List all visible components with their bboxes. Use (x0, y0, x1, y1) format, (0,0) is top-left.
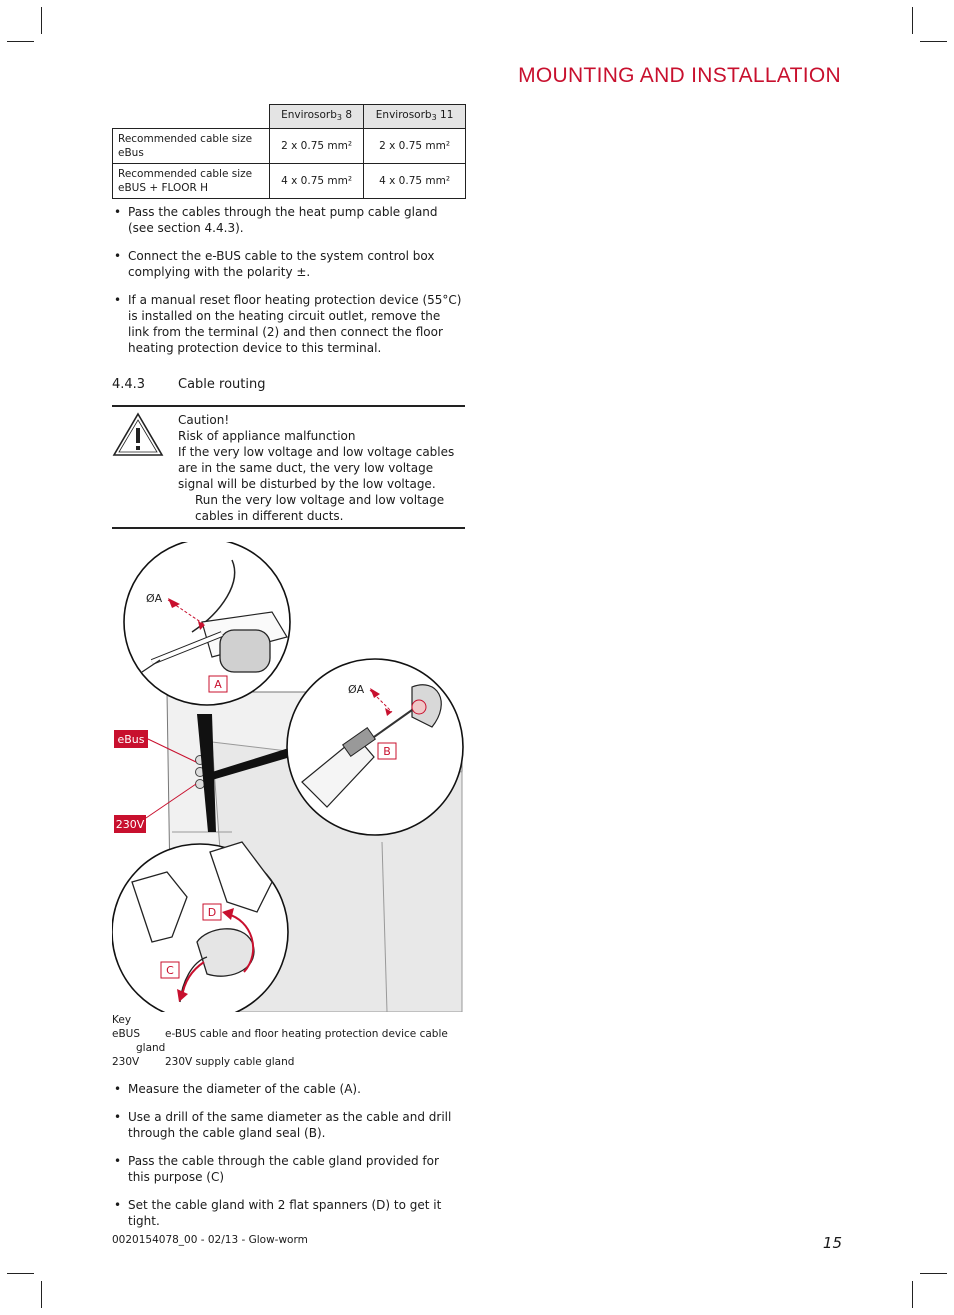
table-cell: 2 x 0.75 mm² (270, 129, 364, 164)
caution-title: Caution! (178, 413, 230, 427)
row-label: Recommended cable size eBus (113, 129, 270, 164)
table-row (113, 129, 466, 164)
table-header-row (113, 105, 466, 129)
page-header-title: MOUNTING AND INSTALLATION (518, 64, 841, 87)
section-number: 4.4.3 (112, 377, 146, 392)
list-item: • Pass the cables through the heat pump cable gland (see section 4.4.3). (112, 204, 462, 236)
bullet-list-bottom (112, 1081, 462, 1241)
caution-text (178, 412, 465, 524)
table-cell: 2 x 0.75 mm² (364, 129, 466, 164)
crop-mark (920, 1273, 947, 1274)
row-label: Recommended cable size eBUS + FLOOR H (113, 164, 270, 199)
label-b: B (383, 745, 391, 758)
v230-label: 230V (115, 818, 145, 831)
list-item: • If a manual reset floor heating protection device (55°C) is installed on the heating circuit outlet, remove the link from the terminal (2) and then connect the floor heating protection device to this terminal. (112, 292, 462, 356)
bullet-list-top (112, 204, 462, 368)
key-desc-cont: gland (136, 1042, 166, 1054)
crop-mark (7, 1273, 34, 1274)
key-entry (112, 1055, 462, 1069)
table-cell: 4 x 0.75 mm² (364, 164, 466, 199)
figure-key (112, 1013, 462, 1069)
key-entry (112, 1027, 462, 1041)
ebus-label: eBus (117, 733, 145, 746)
cable-size-table (112, 104, 466, 199)
key-desc: 230V supply cable gland (165, 1056, 295, 1068)
list-item: • Set the cable gland with 2 flat spanners (D) to get it tight. (112, 1197, 462, 1229)
key-term: eBUS (112, 1028, 141, 1040)
footer-doc-ref: 0020154078_00 - 02/13 - Glow-worm (112, 1234, 308, 1246)
crop-mark (912, 7, 913, 34)
caution-box (112, 405, 465, 529)
table-row (113, 164, 466, 199)
cable-routing-illustration (112, 542, 466, 1012)
list-item: • Measure the diameter of the cable (A). (112, 1081, 462, 1097)
section-title: Cable routing (178, 377, 266, 392)
detail-circle-b (287, 659, 463, 835)
section-heading (112, 377, 266, 392)
crop-mark (912, 1281, 913, 1308)
table-corner (113, 105, 270, 129)
crop-mark (41, 7, 42, 34)
label-d: D (207, 906, 217, 919)
warning-triangle-icon (112, 411, 164, 457)
column-header: Envirosorb$_3$ 8 (270, 105, 364, 129)
caution-subtitle: Risk of appliance malfunction (178, 429, 356, 443)
list-item: • Use a drill of the same diameter as the cable and drill through the cable gland seal (B). (112, 1109, 462, 1141)
crop-mark (41, 1281, 42, 1308)
label-a: A (214, 678, 222, 691)
table-cell: 4 x 0.75 mm² (270, 164, 364, 199)
crop-mark (920, 41, 947, 42)
key-heading: Key (112, 1014, 132, 1026)
page-number: 15 (822, 1234, 842, 1252)
diameter-label-a: ØA (146, 592, 163, 605)
diameter-label-b: ØA (348, 683, 365, 696)
column-header: Envirosorb$_3$ 11 (364, 105, 466, 129)
label-c: C (166, 964, 174, 977)
list-item: • Pass the cable through the cable gland provided for this purpose (C) (112, 1153, 462, 1185)
key-desc: e-BUS cable and floor heating protection device cable (165, 1028, 448, 1040)
caution-body: If the very low voltage and low voltage cables are in the same duct, the very low voltage signal will be disturbed by the low voltage. (178, 445, 455, 491)
caution-step: Run the very low voltage and low voltage cables in different ducts. (195, 493, 445, 523)
key-term: 230V (112, 1056, 140, 1068)
list-item: • Connect the e-BUS cable to the system control box complying with the polarity ±. (112, 248, 462, 280)
crop-mark (7, 41, 34, 42)
